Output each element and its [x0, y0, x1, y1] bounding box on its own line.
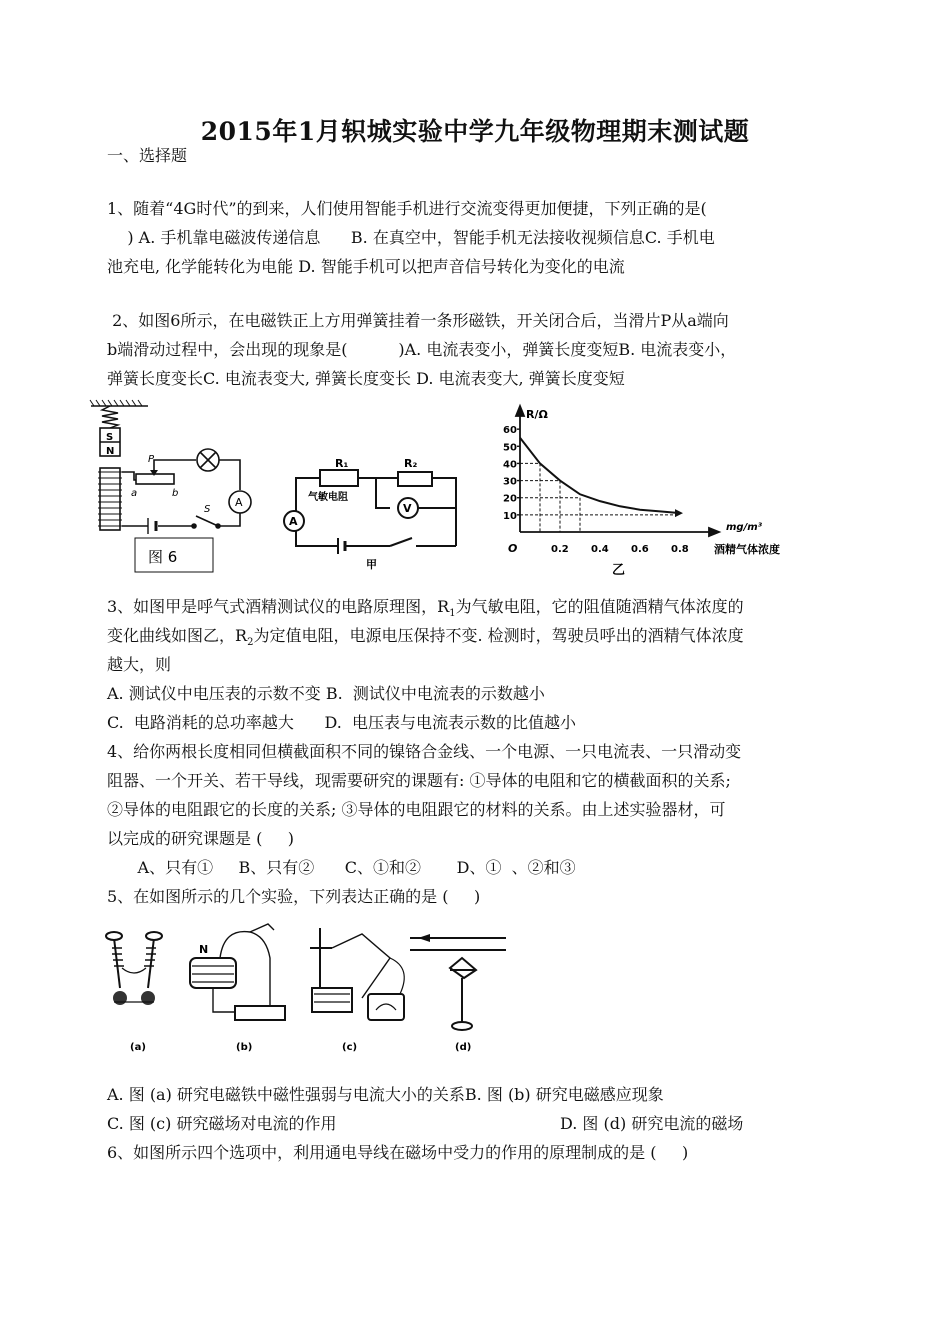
q5-option-c: C. 图 (c) 研究磁场对电流的作用	[107, 1114, 337, 1133]
q5-line-1: 5、在如图所示的几个实验，下列表达正确的是 ( )	[107, 887, 481, 906]
q3-line-1	[107, 597, 744, 624]
q3-r2-subscript: 2	[247, 637, 254, 649]
chart-caption: 乙	[612, 563, 626, 578]
fig-a-caption: (a)	[130, 1042, 146, 1053]
q3-line-1-a: 3、如图甲是呼气式酒精测试仪的电路原理图，R	[107, 597, 450, 616]
q3-line-1-b: 为气敏电阻，它的阻值随酒精气体浓度的	[455, 597, 744, 616]
slider-p-label: P	[148, 454, 155, 465]
q2-line-2: b端滑动过程中，会出现的现象是( )A. 电流表变小，弹簧长度变短B. 电流表变小，	[107, 340, 737, 359]
figure-q5-experiments	[100, 918, 520, 1058]
section-heading: 一、选择题	[107, 146, 188, 165]
q6-line-1: 6、如图所示四个选项中，利用通电导线在磁场中受力的作用的原理制成的是 ( )	[107, 1143, 689, 1162]
chart-xlabel: 酒精气体浓度	[714, 543, 780, 556]
y-tick-label: 60	[503, 425, 517, 437]
ammeter-a-label: A	[289, 515, 298, 528]
q4-line-1: 4、给你两根长度相同但横截面积不同的镍铬合金线、一个电源、一只电流表、一只滑动变	[107, 742, 742, 761]
chart-xunit: mg/m³	[726, 522, 763, 533]
q1-line-1: 1、随着“4G时代”的到来，人们使用智能手机进行交流变得更加便捷，下列正确的是(	[107, 199, 707, 218]
q2-line-1: 2、如图6所示，在电磁铁正上方用弹簧挂着一条形磁铁，开关闭合后，当滑片P从a端向	[107, 311, 729, 330]
figure-yi-chart	[500, 402, 820, 582]
q3-line-2-b: 为定值电阻，电源电压保持不变. 检测时，驾驶员呼出的酒精气体浓度	[253, 626, 744, 645]
series-line	[520, 438, 680, 513]
ammeter-label: A	[235, 496, 243, 509]
switch-s-label: S	[204, 504, 211, 515]
q4-options: A、只有① B、只有② C、①和② D、① 、②和③	[107, 858, 576, 877]
voltmeter-v-label: V	[403, 502, 412, 515]
chart-ylabel: R/Ω	[526, 408, 548, 421]
y-tick-label: 30	[503, 476, 517, 488]
end-a-label: a	[131, 488, 138, 499]
q3-line-2	[107, 626, 744, 653]
end-b-label: b	[172, 488, 179, 499]
q4-line-3: ②导体的电阻跟它的长度的关系; ③导体的电阻跟它的材料的关系。由上述实验器材，可	[107, 800, 726, 819]
series-end-marker	[675, 509, 683, 517]
chart-origin-label: O	[508, 542, 518, 555]
figure-jia-caption: 甲	[366, 558, 377, 570]
r1-label: R₁	[335, 457, 349, 470]
q5-option-ab: A. 图 (a) 研究电磁铁中磁性强弱与电流大小的关系B. 图 (b) 研究电磁感应现象	[107, 1085, 664, 1104]
x-tick-label: 0.8	[671, 544, 689, 555]
figure-6-caption: 图 6	[148, 548, 178, 566]
q1-line-2: ) A. 手机靠电磁波传递信息 B. 在真空中，智能手机无法接收视频信息C. 手机电	[107, 228, 715, 247]
q3-option-ab: A. 测试仪中电压表的示数不变 B. 测试仪中电流表的示数越小	[107, 684, 545, 703]
r2-label: R₂	[404, 457, 418, 470]
q4-line-2: 阻器、一个开关、若干导线，现需要研究的课题有: ①导体的电阻和它的横截面积的关系;	[107, 771, 731, 790]
fig-b-n-label: N	[199, 943, 209, 956]
figure-jia-circuit	[280, 450, 470, 570]
q5-option-d: D. 图 (d) 研究电流的磁场	[560, 1114, 744, 1133]
page-title: 2015年1月轵城实验中学九年级物理期末测试题	[200, 117, 750, 146]
fig-d-caption: (d)	[455, 1042, 472, 1053]
q3-line-3: 越大，则	[107, 655, 172, 674]
x-tick-label: 0.6	[631, 544, 649, 555]
x-tick-label: 0.4	[591, 544, 609, 555]
fig-c-caption: (c)	[342, 1042, 358, 1053]
gas-sensor-label: 气敏电阻	[308, 492, 348, 503]
q1-line-3: 池充电, 化学能转化为电能 D. 智能手机可以把声音信号转化为变化的电流	[107, 257, 625, 276]
q3-option-cd: C. 电路消耗的总功率越大 D. 电压表与电流表示数的比值越小	[107, 713, 576, 732]
x-tick-label: 0.2	[551, 544, 569, 555]
q4-line-4: 以完成的研究课题是 ( )	[107, 829, 295, 848]
q2-line-3: 弹簧长度变长C. 电流表变大, 弹簧长度变长 D. 电流表变大, 弹簧长度变短	[107, 369, 625, 388]
fig-b-caption: (b)	[236, 1042, 253, 1053]
y-tick-label: 40	[503, 459, 517, 471]
q3-line-2-a: 变化曲线如图乙，R	[107, 626, 248, 645]
q3-r1-subscript: 1	[449, 608, 456, 620]
y-tick-label: 20	[503, 493, 517, 505]
magnet-s-label: S	[106, 432, 114, 443]
y-tick-label: 10	[503, 510, 517, 522]
figure-6-electromagnet	[88, 398, 278, 578]
magnet-n-label: N	[106, 446, 115, 457]
y-tick-label: 50	[503, 442, 517, 454]
